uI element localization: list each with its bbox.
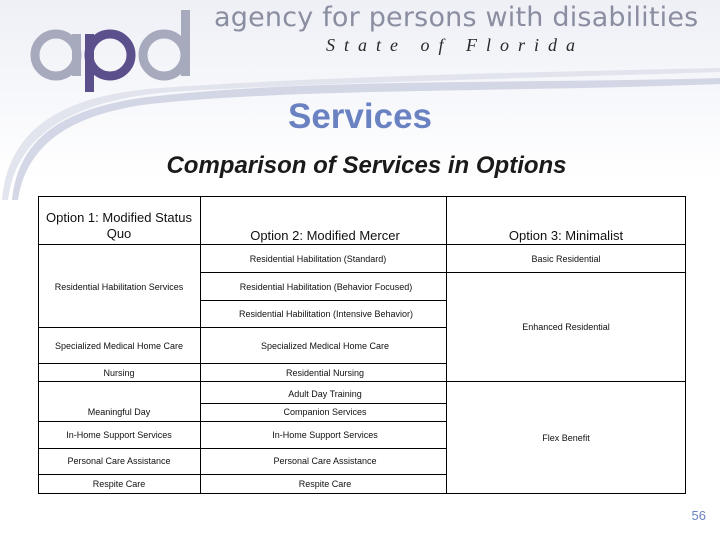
header-option-2: Option 2: Modified Mercer bbox=[250, 228, 400, 243]
option1-meaningful-day: Meaningful Day bbox=[87, 407, 151, 417]
option1-personal-care: Personal Care Assistance bbox=[67, 456, 171, 466]
option2-respite: Respite Care bbox=[298, 479, 352, 489]
option2-res-hab-behavior: Residential Habilitation (Behavior Focused) bbox=[239, 282, 413, 292]
option1-respite: Respite Care bbox=[92, 479, 146, 489]
option2-companion: Companion Services bbox=[283, 407, 367, 417]
option2-res-hab-standard: Residential Habilitation (Standard) bbox=[249, 254, 387, 264]
option2-adult-day-training: Adult Day Training bbox=[288, 389, 362, 399]
page-number: 56 bbox=[691, 508, 706, 523]
option1-residential-habilitation: Residential Habilitation Services bbox=[54, 282, 184, 292]
header-option-1: Option 1: Modified Status Quo bbox=[46, 210, 192, 241]
option1-specialized-medical-home-care: Specialized Medical Home Care bbox=[54, 341, 184, 351]
option3-basic-residential: Basic Residential bbox=[531, 254, 601, 264]
option3-enhanced-residential: Enhanced Residential bbox=[522, 322, 610, 332]
agency-name: agency for persons with disabilities bbox=[214, 2, 699, 33]
option2-residential-nursing: Residential Nursing bbox=[285, 368, 365, 378]
header-option-3: Option 3: Minimalist bbox=[508, 228, 624, 243]
option3-flex-benefit: Flex Benefit bbox=[542, 433, 590, 443]
option2-personal-care: Personal Care Assistance bbox=[273, 456, 377, 466]
option1-in-home-support: In-Home Support Services bbox=[66, 430, 172, 440]
option1-nursing: Nursing bbox=[103, 368, 135, 378]
page-title: Services bbox=[287, 97, 433, 136]
option2-in-home-support: In-Home Support Services bbox=[272, 430, 378, 440]
option2-res-hab-intensive: Residential Habilitation (Intensive Behavior) bbox=[238, 309, 414, 319]
state-name: State of Florida bbox=[326, 35, 584, 55]
option2-specialized-medical-home-care: Specialized Medical Home Care bbox=[260, 341, 390, 351]
page-subtitle: Comparison of Services in Options bbox=[166, 152, 567, 179]
